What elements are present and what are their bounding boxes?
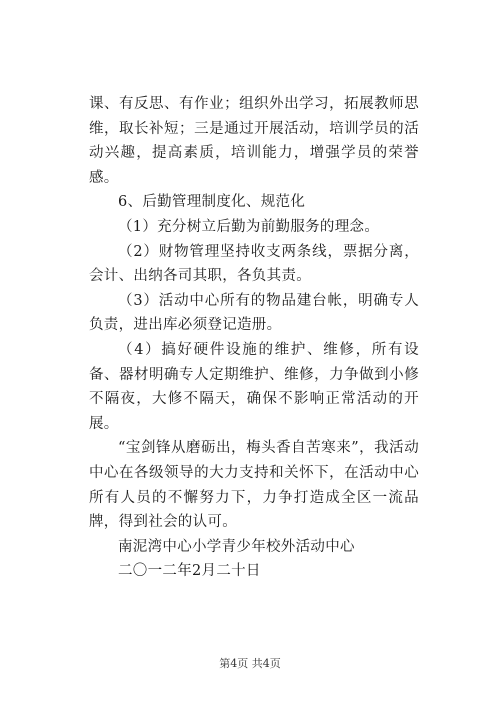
list-item-4: （4）搞好硬件设施的维护、维修，所有设备、器材明确专人定期维护、维修，力争做到小修不隔夜，大修不隔天，确保不影响正常活动的开展。 — [89, 341, 419, 432]
list-item-1: （1）充分树立后勤为前勤服务的理念。 — [118, 218, 380, 235]
document-body — [89, 92, 419, 584]
page-number-footer: 第4页 共4页 — [219, 657, 281, 670]
list-item-3: （3）活动中心所有的物品建台帐，明确专人负责，进出库必须登记造册。 — [89, 292, 419, 334]
paragraph-continuation: 课、有反思、有作业；组织外出学习，拓展教师思维，取长补短；三是通过开展活动，培训学员的活动兴趣，提高素质，培训能力，增强学员的荣誉感。 — [89, 96, 419, 186]
closing-paragraph: “宝剑锋从磨砺出，梅头香自苦寒来”，我活动中心在各级领导的大力支持和关怀下，在活动中心所有人员的不懈努力下，力争打造成全区一流品牌，得到社会的认可。 — [89, 440, 419, 531]
list-item-2: （2）财物管理坚持收支两条线，票据分离，会计、出纳各司其职，各负其责。 — [89, 243, 419, 285]
signature-organization: 南泥湾中心小学青少年校外活动中心 — [118, 538, 355, 555]
signature-date: 二〇一二年2月二十日 — [118, 563, 261, 580]
section-heading-logistics: 6、后勤管理制度化、规范化 — [118, 194, 306, 211]
